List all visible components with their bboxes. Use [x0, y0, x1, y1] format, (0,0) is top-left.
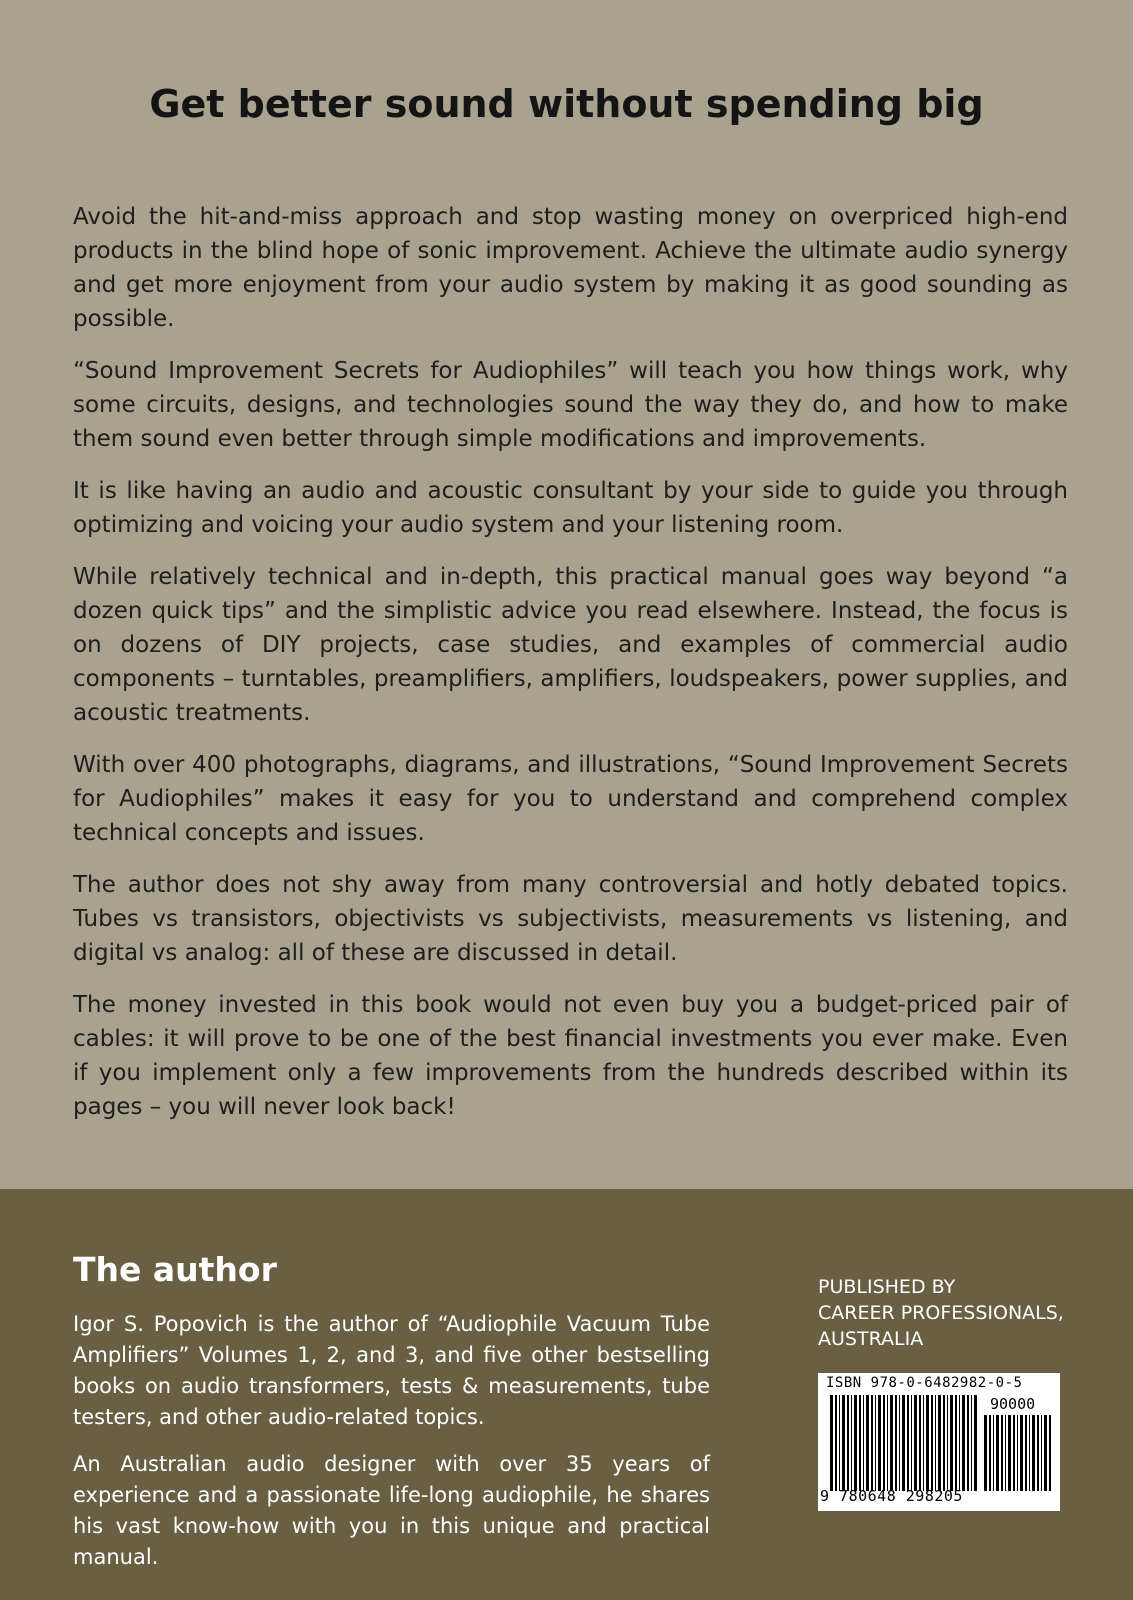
barcode-bar [996, 1415, 999, 1491]
barcode-bar [866, 1395, 869, 1491]
barcode-bar [914, 1395, 917, 1491]
barcode-bar [911, 1395, 912, 1491]
barcode-bar [938, 1395, 941, 1491]
author-bio [73, 1309, 710, 1589]
barcode-bar [955, 1395, 957, 1491]
barcode-bar [902, 1395, 905, 1491]
barcode-bar [943, 1395, 945, 1491]
barcode-bar [847, 1395, 849, 1491]
publisher-line: AUSTRALIA [818, 1328, 924, 1350]
blurb-paragraph: With over 400 photographs, diagrams, and illustrations, “Sound Improvement Secrets for Audiophiles” makes it easy for you to understand and comprehend complex technical concepts and issues. [73, 752, 1068, 846]
blurb-paragraph: It is like having an audio and acoustic consultant by your side to guide you through optimizing and voicing your audio system and your listening room. [73, 478, 1068, 538]
barcode-bar [875, 1395, 876, 1491]
barcode-bar [962, 1395, 965, 1491]
barcode-bar [935, 1395, 936, 1491]
barcode-bar [931, 1395, 933, 1491]
blurb-paragraph: While relatively technical and in-depth, this practical manual goes way beyond “a dozen quick tips” and the simplistic advice you read elsewhere. Instead, the focus is on dozens of DIY projects, case studies, and examples of commercial audio components – turntables, preamplifiers, amplifiers, loudspeakers, power supplies, and acoustic treatments. [73, 564, 1068, 726]
barcode-bar [1020, 1415, 1023, 1491]
barcode-bar [835, 1395, 837, 1491]
author-paragraph: An Australian audio designer with over 35 years of experience and a passionate life-long audiophile, he shares his vast know-how with you in this unique and practical manual. [73, 1452, 710, 1569]
blurb-paragraph: Avoid the hit-and-miss approach and stop wasting money on overpriced high-end products in the blind hope of sonic improvement. Achieve the ultimate audio synergy and get more enjoyment from your audio system by making it as good sounding as possible. [73, 204, 1068, 332]
barcode-bar [1049, 1415, 1051, 1491]
barcode-bar [926, 1395, 929, 1491]
blurb-paragraph: “Sound Improvement Secrets for Audiophiles” will teach you how things work, why some circuits, designs, and technologies sound the way they do, and how to make them sound even better through simple modifications and improvements. [73, 358, 1068, 452]
barcode-bar [1005, 1415, 1006, 1491]
barcode-bar [923, 1395, 924, 1491]
barcode-bar [851, 1395, 852, 1491]
barcode-bar [854, 1395, 857, 1491]
author-heading: The author [73, 1250, 277, 1289]
price-code: 90000 [990, 1395, 1036, 1413]
barcode-bar [878, 1395, 881, 1491]
barcode-bar [1013, 1415, 1015, 1491]
barcode-bar [1037, 1415, 1039, 1491]
barcode-bar [842, 1395, 845, 1491]
barcode-bar [971, 1395, 972, 1491]
barcode-bar [919, 1395, 921, 1491]
publisher-line: CAREER PROFESSIONALS, [818, 1302, 1064, 1324]
barcode-bar [1044, 1415, 1047, 1491]
barcode-bar [959, 1395, 960, 1491]
publisher-info [818, 1274, 1098, 1352]
barcode-bar [830, 1395, 833, 1491]
barcode-bar [989, 1415, 991, 1491]
blurb-paragraph: The author does not shy away from many controversial and hotly debated topics. Tubes vs transistors, objectivists vs subjectivists, measurements vs listening, and digital vs analog: all of these are discussed in detail. [73, 872, 1068, 966]
ean-number: 9 780648 298205 [820, 1487, 963, 1505]
barcode-bar [890, 1395, 893, 1491]
barcode-bar [1029, 1415, 1030, 1491]
barcode-bar [974, 1395, 977, 1491]
barcode-bar [1001, 1415, 1003, 1491]
barcode-bar [907, 1395, 909, 1491]
barcode-bar [863, 1395, 864, 1491]
barcode-bar [895, 1395, 897, 1491]
barcode-bar [1017, 1415, 1018, 1491]
isbn-barcode [818, 1373, 1060, 1511]
barcode-bar [947, 1395, 948, 1491]
blurb-text [73, 200, 1068, 1142]
barcode-bar [1041, 1415, 1042, 1491]
barcode-bar [984, 1415, 987, 1491]
barcode-bar [967, 1395, 969, 1491]
barcode-bar [1008, 1415, 1011, 1491]
barcode-addon-bars [984, 1415, 1054, 1491]
barcode-bar [859, 1395, 861, 1491]
barcode-bar [887, 1395, 888, 1491]
barcode-bars [830, 1395, 980, 1491]
barcode-bar [950, 1395, 953, 1491]
barcode-bar [871, 1395, 873, 1491]
barcode-bar [993, 1415, 994, 1491]
blurb-paragraph: The money invested in this book would not even buy you a budget-priced pair of cables: it will prove to be one of the best financial investments you ever make. Even if you implement only a few improvements from the hundreds described within its pages – you will never look back! [73, 992, 1068, 1120]
barcode-bar [839, 1395, 840, 1491]
author-paragraph: Igor S. Popovich is the author of “Audiophile Vacuum Tube Amplifiers” Volumes 1, 2, and 3, and five other bestselling books on audio transformers, tests & measurements, tube testers, and other audio-related topics. [73, 1312, 710, 1429]
barcode-bar [899, 1395, 900, 1491]
headline: Get better sound without spending big [149, 82, 984, 126]
barcode-bar [1032, 1415, 1035, 1491]
isbn-text: ISBN 978-0-6482982-0-5 [826, 1375, 1023, 1391]
barcode-bar [883, 1395, 885, 1491]
barcode-bar [1025, 1415, 1027, 1491]
publisher-line: PUBLISHED BY [818, 1276, 956, 1298]
